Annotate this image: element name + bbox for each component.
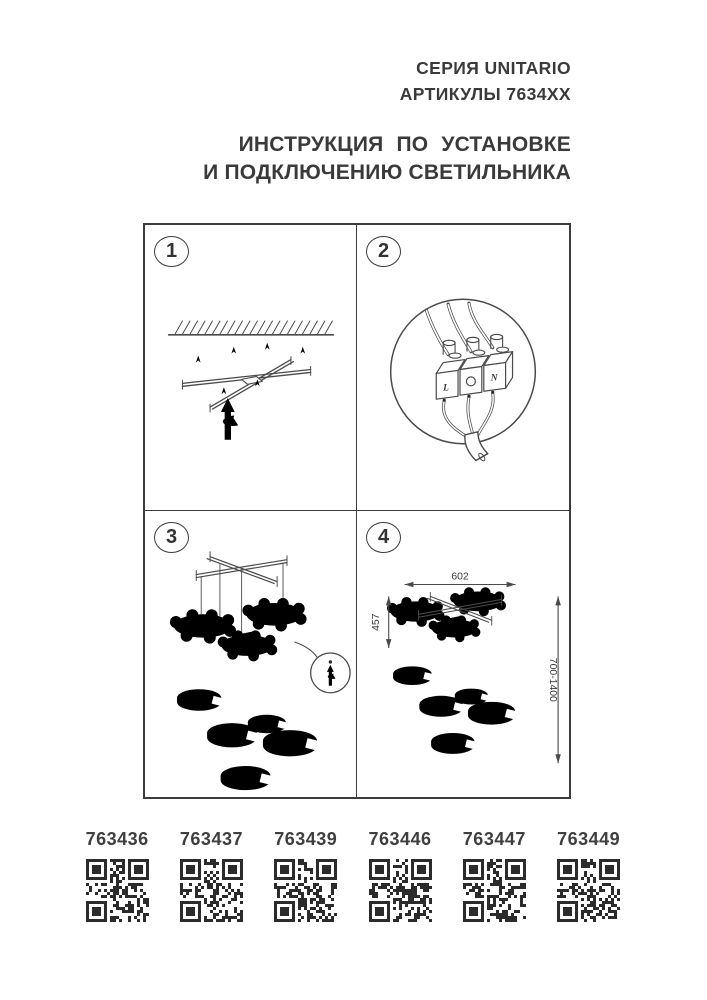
step-4-drawing xyxy=(357,511,569,797)
dimension-height-range xyxy=(547,596,561,763)
document-title xyxy=(203,131,571,186)
article-code: 763436 xyxy=(85,829,149,849)
article-item xyxy=(259,829,353,922)
title-line-1: ИНСТРУКЦИЯ ПО УСТАНОВКЕ xyxy=(238,133,571,156)
article-code: 763437 xyxy=(179,829,243,849)
articles-row xyxy=(70,829,636,922)
chandelier-drawing xyxy=(170,598,320,790)
callout-balloon xyxy=(295,642,350,693)
dimension-upper-height xyxy=(371,596,392,648)
series-title: СЕРИЯ UNITARIO xyxy=(416,58,571,78)
mounting-screws xyxy=(195,343,306,427)
article-code: 763447 xyxy=(462,829,526,849)
height-range-value: 700-1400 xyxy=(547,657,559,702)
chandelier-drawing xyxy=(387,587,518,754)
push-rotate-arrow-icon xyxy=(221,398,238,440)
terminal-label-neutral: N xyxy=(490,373,498,384)
qr-code xyxy=(86,859,149,922)
qr-code xyxy=(557,859,620,922)
step-3-drawing xyxy=(145,511,356,797)
step-number: 2 xyxy=(377,240,390,262)
step-2-panel xyxy=(357,225,569,511)
terminal-block xyxy=(436,334,512,399)
qr-code xyxy=(463,859,526,922)
step-3-panel xyxy=(145,511,357,797)
step-1-drawing xyxy=(145,225,356,510)
step-4-panel xyxy=(357,511,569,797)
steps-grid xyxy=(143,223,571,799)
step-number: 1 xyxy=(165,240,178,262)
article-item xyxy=(447,829,541,922)
power-cable xyxy=(465,432,488,462)
article-code: 763439 xyxy=(274,829,338,849)
masthead xyxy=(400,57,571,105)
mains-wires xyxy=(426,303,492,354)
mounting-cross-bracket xyxy=(182,357,310,412)
article-item xyxy=(70,829,164,922)
ceiling-hatch xyxy=(169,321,334,335)
terminal-label-live: L xyxy=(443,383,449,394)
step-3-badge xyxy=(154,522,189,553)
qr-code xyxy=(180,859,243,922)
step-number: 4 xyxy=(377,526,390,548)
step-4-badge xyxy=(366,522,401,553)
step-number: 3 xyxy=(165,526,178,548)
step-1-panel xyxy=(145,225,357,511)
upper-height-value: 457 xyxy=(370,613,382,631)
article-item xyxy=(164,829,258,922)
qr-code xyxy=(369,859,432,922)
articles-subtitle: АРТИКУЛЫ 7634XX xyxy=(399,84,571,104)
step-2-badge xyxy=(366,236,401,267)
step-2-drawing xyxy=(357,225,569,510)
width-value: 602 xyxy=(451,571,469,583)
dimension-width xyxy=(405,572,516,588)
qr-code xyxy=(274,859,337,922)
article-code: 763449 xyxy=(557,829,621,849)
article-code: 763446 xyxy=(368,829,432,849)
article-item xyxy=(541,829,635,922)
title-line-2: И ПОДКЛЮЧЕНИЮ СВЕТИЛЬНИКА xyxy=(203,160,571,184)
step-1-badge xyxy=(154,236,189,267)
article-item xyxy=(353,829,447,922)
